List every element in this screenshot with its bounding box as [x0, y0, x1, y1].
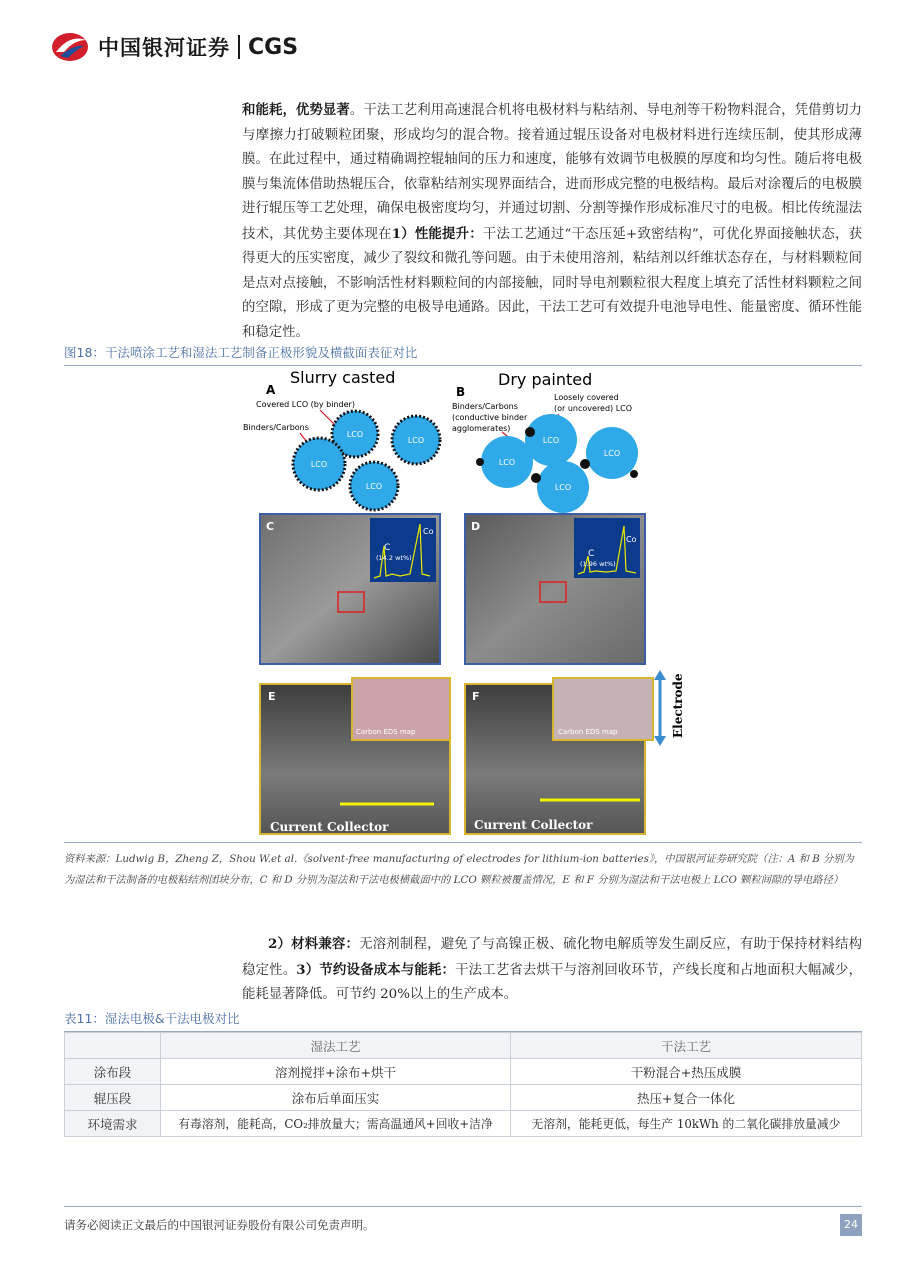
p2-text: 无溶剂制程，避免了与高镍正极、硫化物电解质等发生副反应，有助于保持材料结构稳定性。	[242, 937, 862, 978]
table-cell: 有毒溶剂，能耗高，CO₂排放量大；需高温通风+回收+洁净	[161, 1111, 511, 1137]
lco-label: LCO	[542, 436, 560, 445]
table-row-header: 涂布段	[65, 1059, 161, 1085]
electrode-arrow-head-bottom	[654, 736, 666, 746]
lco-label: LCO	[346, 430, 364, 439]
panel-b-annotation-loose-2: (or uncovered) LCO	[554, 404, 633, 413]
figure-source-note: 资料来源：Ludwig B，Zheng Z，Shou W.et al.《solvent-free manufacturing of electrodes for lithium-ion batteries》，中国银河证券研究院（注：A 和 B 分别为为湿法和干法制备的电极粘结剂团块分布，C 和 D 分别为湿法和干法电极横截面中的 LCO 颗粒被覆盖情况，E 和 F 分别为湿法和干法电极上 LCO 颗粒间隙的导电路径）	[64, 842, 862, 891]
panel-c-wt: (14.2 wt%)	[376, 554, 412, 562]
panel-d-eds-spectrum	[574, 518, 640, 578]
table-cell: 涂布后单面压实	[161, 1085, 511, 1111]
binder-agglomerate	[531, 473, 541, 483]
panel-f-eds-map-label: Carbon EDS map	[558, 728, 618, 736]
panel-b-annotation-loose: Loosely covered	[554, 393, 619, 402]
table-row	[65, 1085, 862, 1111]
binder-agglomerate	[580, 459, 590, 469]
panel-f-label: F	[472, 690, 480, 703]
lco-label: LCO	[310, 460, 328, 469]
electrode-arrow-head-top	[654, 670, 666, 680]
lco-label: LCO	[365, 482, 383, 491]
panel-a-annotation-covered: Covered LCO (by binder)	[256, 400, 355, 409]
body-paragraph-2	[242, 932, 862, 1008]
table-header: 干法工艺	[511, 1033, 862, 1059]
page-number: 24	[840, 1214, 862, 1236]
logo-company-en: CGS	[248, 34, 299, 60]
table-header: 湿法工艺	[161, 1033, 511, 1059]
panel-c-eds-co: Co	[423, 527, 434, 536]
logo-company-name: 中国银河证券	[98, 36, 230, 60]
comparison-table	[64, 1032, 862, 1137]
panel-e-label: E	[268, 690, 276, 703]
table-row-header: 环境需求	[65, 1111, 161, 1137]
table-cell: 干粉混合+热压成膜	[511, 1059, 862, 1085]
footer-disclaimer: 请务必阅读正文最后的中国银河证券股份有限公司免责声明。	[64, 1206, 862, 1233]
table-header	[65, 1033, 161, 1059]
p1-bold-2: 1）性能提升：	[391, 225, 483, 242]
figure-electrode-comparison	[240, 366, 700, 836]
panel-a-particles	[293, 411, 440, 510]
panel-a-annotation-binders: Binders/Carbons	[243, 423, 309, 432]
lco-label: LCO	[407, 436, 425, 445]
logo-separator	[238, 35, 240, 59]
panel-e-eds-map-label: Carbon EDS map	[356, 728, 416, 736]
binder-agglomerate	[525, 427, 535, 437]
body-paragraph-1	[242, 98, 862, 345]
panel-d-wt: (1.96 wt%)	[580, 560, 616, 568]
table-cell: 无溶剂，能耗更低，每生产 10kWh 的二氧化碳排放量减少	[511, 1111, 862, 1137]
p2-bold: 2）材料兼容：	[268, 936, 360, 952]
panel-b-label: B	[456, 385, 466, 399]
table-row	[65, 1111, 862, 1137]
panel-f-collector: Current Collector	[474, 818, 593, 832]
p2-text-2: 干法工艺省去烘干与溶剂回收环节，产线长度和占地面积大幅减少，能耗显著降低。可节约 20%以上的生产成本。	[242, 962, 863, 1002]
panel-b-title: Dry painted	[498, 370, 593, 389]
panel-d-label: D	[471, 520, 481, 533]
table-row-header: 辊压段	[65, 1085, 161, 1111]
table-cell: 热压+复合一体化	[511, 1085, 862, 1111]
panel-a-title: Slurry casted	[290, 368, 396, 387]
p2-bold-2: 3）节约设备成本与能耗：	[296, 961, 456, 978]
electrode-label: Electrode	[671, 673, 685, 738]
panel-b-annotation-binders-3: agglomerates)	[452, 424, 511, 433]
p1-text-2: 干法工艺通过“干态压延+致密结构”，可优化界面接触状态，获得更大的压实密度，减少了裂纹和微孔等问题。由于未使用溶剂，粘结剂以纤维状态存在，与材料颗粒间是点对点接触，不影响活性材料颗粒间的内部接触，同时导电剂颗粒很大程度上填充了活性材料颗粒之间的空隙，形成了更为完整的电极导电通路。因此，干法工艺可有效提升电池导电性、能量密度、循环性能和稳定性。	[242, 226, 862, 340]
lco-label: LCO	[498, 458, 516, 467]
panel-d-eds-c: C	[588, 549, 595, 559]
table-cell: 溶剂搅拌+涂布+烘干	[161, 1059, 511, 1085]
lco-label: LCO	[603, 449, 621, 458]
binder-agglomerate	[476, 458, 484, 466]
p1-text: 。干法工艺利用高速混合机将电极材料与粘结剂、导电剂等干粉物料混合，凭借剪切力与摩擦力打破颗粒团聚，形成均匀的混合物。接着通过辊压设备对电极材料进行连续压制，使其形成薄膜。在此过程中，通过精确调控辊轴间的压力和速度，能够有效调节电极膜的厚度和均匀性。随后将电极膜与集流体借助热辊压合，依靠粘结剂实现界面结合，进而形成完整的电极结构。最后对涂覆后的电极膜进行辊压等工艺处理，确保电极密度均匀，并通过切割、分割等操作形成标准尺寸的电极。相比传统湿法技术，其优势主要体现在	[242, 103, 862, 242]
figure-title: 图18：干法喷涂工艺和湿法工艺制备正极形貌及横截面表征对比	[64, 343, 862, 366]
panel-a-arrow-1	[320, 410, 336, 426]
p1-bold: 和能耗，优势显著	[242, 102, 350, 118]
brand-logo	[50, 30, 298, 64]
table-row	[65, 1059, 862, 1085]
lco-label: LCO	[554, 483, 572, 492]
panel-d-eds-co: Co	[626, 535, 637, 544]
binder-agglomerate	[630, 470, 638, 478]
panel-b-annotation-binders: Binders/Carbons	[452, 402, 518, 411]
panel-c-label: C	[266, 520, 275, 533]
panel-b-annotation-binders-2: (conductive binder	[452, 413, 528, 422]
panel-e-collector: Current Collector	[270, 820, 389, 834]
panel-c-eds-c: C	[384, 543, 391, 553]
galaxy-logo-icon	[50, 30, 90, 64]
panel-a-label: A	[266, 383, 276, 397]
table-title: 表11：湿法电极&干法电极对比	[64, 1009, 862, 1032]
table-header-row	[65, 1033, 862, 1059]
